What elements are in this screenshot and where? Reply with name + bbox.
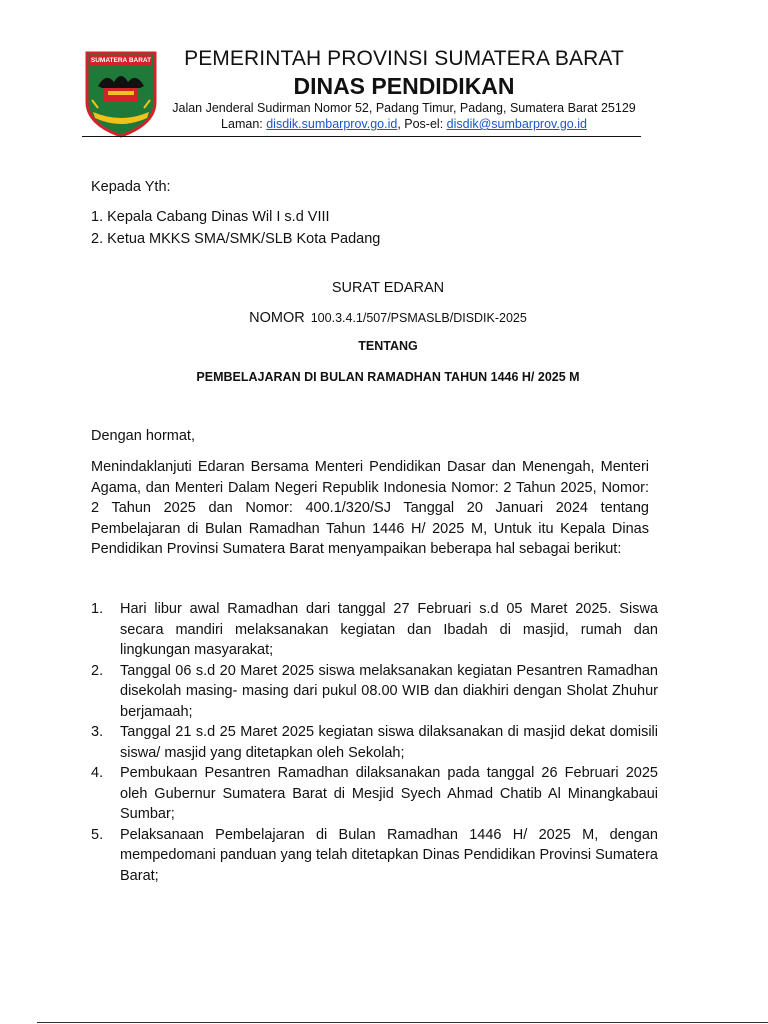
recipient-item: 1. Kepala Cabang Dinas Wil I s.d VIII <box>91 209 330 225</box>
number-label: NOMOR <box>249 310 305 326</box>
list-item-number: 4. <box>91 765 104 781</box>
subject-label: TENTANG <box>358 339 418 353</box>
website-link[interactable]: disdik.sumbarprov.go.id <box>266 117 398 131</box>
agency-address: Jalan Jenderal Sudirman Nomor 52, Padang Timur, Padang, Sumatera Barat 25129 <box>172 101 636 115</box>
recipient-item: 2. Ketua MKKS SMA/SMK/SLB Kota Padang <box>91 231 381 247</box>
salutation: Dengan hormat, <box>91 428 195 444</box>
list-item-number: 2. <box>91 662 104 679</box>
number-value: 100.3.4.1/507/PSMASLB/DISDIK-2025 <box>310 311 527 325</box>
list-item-text: Tanggal 21 s.d 25 Maret 2025 kegiatan siswa dilaksanakan di masjid dekat domisili siswa/ masjid yang ditetapkan oleh Sekolah; <box>120 724 658 761</box>
page-bottom-divider <box>37 1022 768 1023</box>
list-item-number: 3. <box>91 724 104 740</box>
agency-name: DINAS PENDIDIKAN <box>293 73 515 99</box>
website-label: Laman: <box>221 117 267 131</box>
intro-paragraph: Menindaklanjuti Edaran Bersama Menteri Pendidikan Dasar dan Menengah, Menteri Agama, dan Menteri Dalam Negeri Republik Indonesia Nomor: 2 Tahun 2025, Nomor: 2 Tahun 2025 dan Nomor: 400.1/320/SJ Tanggal 20 Januari 2024 tentang Pembelajaran di Bulan Ramadhan Tahun 1446 H/ 2025 M, Untuk itu Kepala Dinas Pendidikan Provinsi Sumatera Barat menyampaikan beberapa hal sebagai berikut: <box>91 459 649 557</box>
agency-contacts <box>0 117 768 131</box>
list-item-number: 5. <box>91 826 104 843</box>
points-list <box>91 599 658 886</box>
subject-title: PEMBELAJARAN DI BULAN RAMADHAN TAHUN 1446 H/ 2025 M <box>196 370 580 384</box>
list-item <box>91 599 658 661</box>
email-label: , Pos-el: <box>397 117 447 131</box>
government-name: PEMERINTAH PROVINSI SUMATERA BARAT <box>184 47 624 70</box>
email-link[interactable]: disdik@sumbarprov.go.id <box>446 117 587 131</box>
list-item-text: Hari libur awal Ramadhan dari tanggal 27 Februari s.d 05 Maret 2025. Siswa secara mandiri melaksanakan kegiatan dan Ibadah di masjid, rumah dan lingkungan masyarakat; <box>120 601 658 658</box>
document-number <box>0 310 768 326</box>
emblem-banner-text: SUMATERA BARAT <box>90 57 152 64</box>
recipient-heading: Kepada Yth: <box>91 179 171 195</box>
list-item-text: Pembukaan Pesantren Ramadhan dilaksanakan pada tanggal 26 Februari 2025 oleh Gubernur Sumatera Barat di Mesjid Syech Ahmad Chatib Al Minangkabaui Sumbar; <box>120 765 658 822</box>
document-title: SURAT EDARAN <box>331 280 445 296</box>
list-item-number: 1. <box>91 601 104 617</box>
list-item-text: Tanggal 06 s.d 20 Maret 2025 siswa melaksanakan kegiatan Pesantren Ramadhan disekolah masing- masing dari pukul 08.00 WIB dan diakhiri dengan Sholat Zhuhur berjamaah; <box>120 662 658 720</box>
list-item-text: Pelaksanaan Pembelajaran di Bulan Ramadhan 1446 H/ 2025 M, dengan mempedomani panduan yang telah ditetapkan Dinas Pendidikan Provinsi Sumatera Barat; <box>120 826 658 884</box>
list-item <box>91 661 658 723</box>
list-item <box>91 825 658 887</box>
letterhead-divider <box>82 136 641 137</box>
list-item <box>91 763 658 825</box>
list-item <box>91 722 658 763</box>
